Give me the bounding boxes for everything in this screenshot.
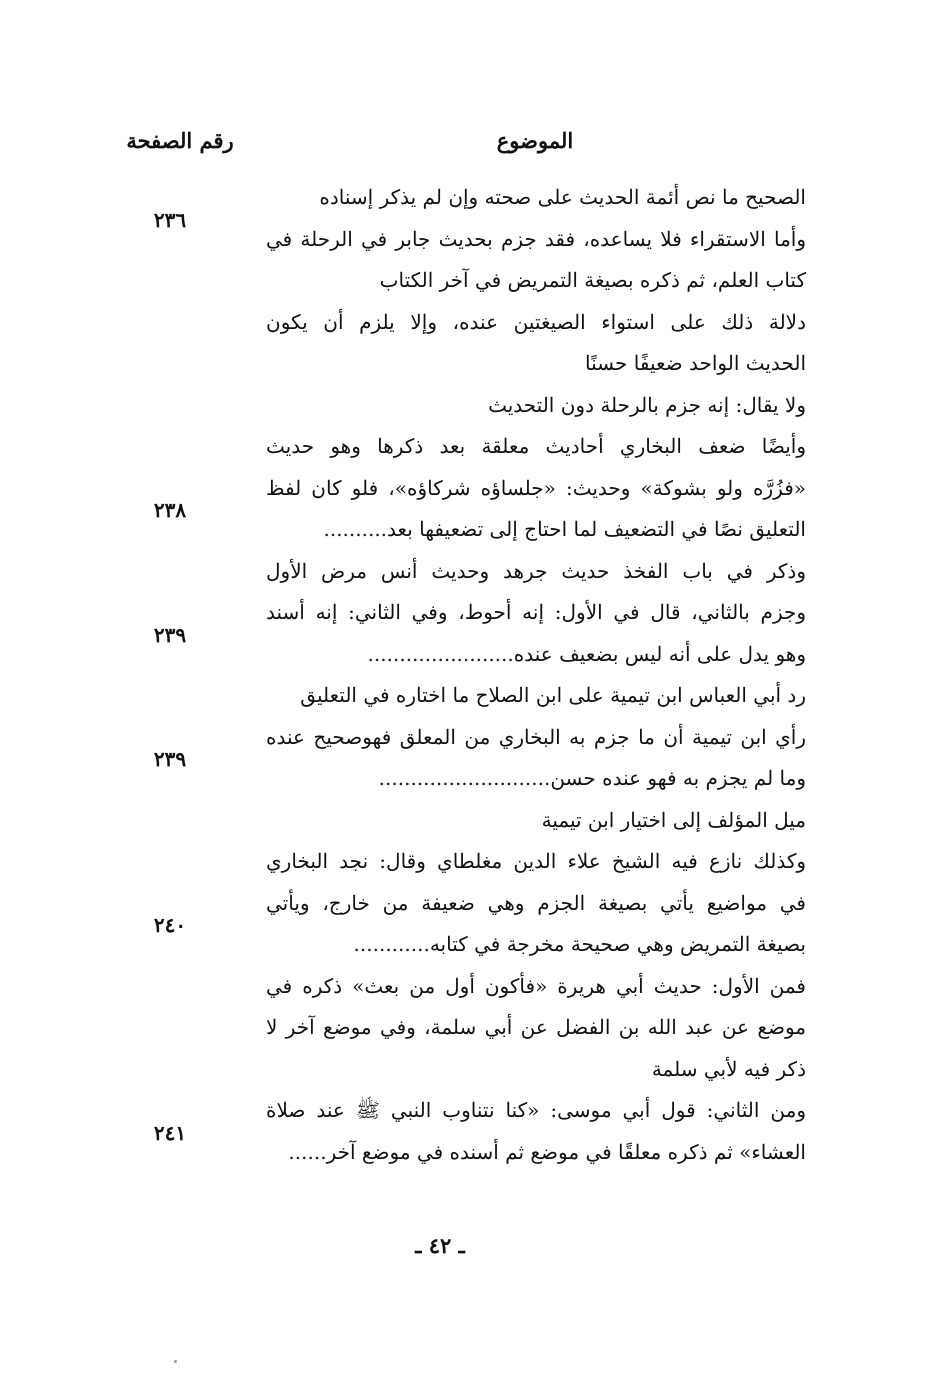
index-line-text bbox=[266, 1012, 806, 1042]
index-line-text bbox=[266, 971, 806, 1001]
entry-text: وأيضًا ضعف البخاري أحاديث معلقة بعد ذكرها وهو حديث bbox=[266, 434, 806, 458]
dot-leader: ........................... bbox=[378, 766, 551, 790]
page-number: ٢٣٨ bbox=[153, 498, 187, 522]
index-line-text bbox=[266, 265, 806, 295]
entry-text: التعليق نصًا في التضعيف لما احتاج إلى تضعيفها بعد bbox=[387, 517, 806, 541]
index-line-text bbox=[266, 390, 806, 420]
index-line-text bbox=[266, 888, 806, 918]
page-number: ٢٣٦ bbox=[153, 207, 187, 232]
index-line bbox=[0, 207, 931, 260]
entry-text: ميل المؤلف إلى اختيار ابن تيمية bbox=[541, 807, 806, 832]
entry-text: رد أبي العباس ابن تيمية على ابن الصلاح ما اختاره في التعليق bbox=[300, 683, 806, 707]
index-line-text bbox=[266, 639, 806, 669]
index-line-text bbox=[266, 182, 806, 212]
index-line bbox=[0, 425, 931, 467]
page-number-column-header: رقم الصفحة bbox=[126, 128, 234, 153]
scan-speck bbox=[174, 1360, 177, 1363]
page-number: ٢٣٩ bbox=[153, 747, 187, 771]
dot-leader: ............ bbox=[353, 932, 430, 956]
index-line-text bbox=[266, 1137, 806, 1167]
index-line bbox=[0, 799, 931, 841]
index-line bbox=[0, 550, 931, 592]
index-line bbox=[0, 1048, 931, 1090]
index-line bbox=[0, 840, 931, 882]
index-line-text bbox=[266, 224, 806, 254]
entry-text: دلالة ذلك على استواء الصيغتين عنده، وإلا يلزم أن يكون bbox=[266, 309, 806, 334]
entry-text: بصيغة التمريض وهي صحيحة مخرجة في كتابه bbox=[429, 932, 806, 956]
topic-column-header: الموضوع bbox=[496, 128, 574, 153]
entry-text: ذكر فيه لأبي سلمة bbox=[651, 1056, 806, 1081]
page-footer-number: ـ ٤٢ ـ bbox=[415, 1233, 465, 1258]
index-line-text bbox=[266, 805, 806, 835]
index-line bbox=[0, 498, 931, 550]
entry-text: وجزم بالثاني، قال في الأول: إنه أحوط، وفي الثاني: إنه أسند bbox=[266, 600, 806, 624]
entry-text: وأما الاستقراء فلا يساعده، فقد جزم بحديث جابر في الرحلة في bbox=[266, 226, 806, 251]
index-line-text bbox=[266, 763, 806, 793]
index-line-text bbox=[266, 1054, 806, 1084]
index-line-text bbox=[266, 722, 806, 752]
dot-leader: ....................... bbox=[367, 641, 514, 666]
index-line bbox=[0, 622, 931, 675]
entry-text: العشاء» ثم ذكره معلقًا في موضع ثم أسنده في موضع آخر bbox=[326, 1139, 806, 1164]
index-line-text bbox=[266, 929, 806, 959]
entry-text: الصحيح ما نص أئمة الحديث على صحته وإن لم يذكر إسناده bbox=[319, 185, 806, 209]
index-line-text bbox=[266, 514, 806, 544]
index-line-text bbox=[266, 680, 806, 710]
entry-text: الحديث الواحد ضعيفًا حسنًا bbox=[585, 351, 806, 375]
entry-text: وما لم يجزم به فهو عنده حسن bbox=[550, 766, 806, 790]
index-line bbox=[0, 384, 931, 426]
index-line-text bbox=[266, 431, 806, 461]
entry-text: رأي ابن تيمية أن ما جزم به البخاري من المعلق فهوصحيح عنده bbox=[266, 724, 806, 749]
index-line-text bbox=[266, 348, 806, 378]
entry-text: فمن الأول: حديث أبي هريرة «فأكون أول من بعث» ذكره في bbox=[266, 973, 806, 998]
index-line bbox=[0, 259, 931, 301]
index-line bbox=[0, 1006, 931, 1048]
index-entries bbox=[0, 176, 931, 1172]
page-number: ٢٤١ bbox=[153, 1120, 187, 1145]
index-line bbox=[0, 965, 931, 1007]
entry-text: وهو يدل على أنه ليس بضعيف عنده bbox=[513, 641, 806, 666]
page-number: ٢٤٠ bbox=[153, 913, 187, 937]
index-line bbox=[0, 301, 931, 343]
entry-text: كتاب العلم، ثم ذكره بصيغة التمريض في آخر الكتاب bbox=[379, 268, 806, 292]
entry-text: في مواضيع يأتي بصيغة الجزم وهي ضعيفة من خارج، ويأتي bbox=[266, 890, 806, 915]
index-line bbox=[0, 342, 931, 384]
index-line bbox=[0, 1120, 931, 1173]
index-line-text bbox=[266, 1095, 806, 1125]
entry-text: وكذلك نازع فيه الشيخ علاء الدين مغلطاي وقال: نجد البخاري bbox=[266, 849, 806, 873]
entry-text: موضع عن عبد الله بن الفضل عن أبي سلمة، وفي موضع آخر لا bbox=[266, 1015, 806, 1039]
index-line bbox=[0, 913, 931, 965]
index-line bbox=[0, 747, 931, 799]
index-line-text bbox=[266, 473, 806, 503]
index-line-text bbox=[266, 556, 806, 586]
index-line bbox=[0, 674, 931, 716]
dot-leader: .......... bbox=[323, 517, 388, 541]
page-number: ٢٣٩ bbox=[153, 622, 187, 647]
entry-text: وذكر في باب الفخذ حديث جرهد وحديث أنس مرض الأول bbox=[266, 558, 806, 583]
entry-text: ومن الثاني: قول أبي موسى: «كنا نتناوب النبي ﷺ عند صلاة bbox=[266, 1098, 806, 1122]
index-line-text bbox=[266, 597, 806, 627]
index-line-text bbox=[266, 846, 806, 876]
entry-text: «فزُرَّه ولو بشوكة» وحديث: «جلساؤه شركاؤه»، فلو كان لفظ bbox=[266, 475, 806, 500]
index-line-text bbox=[266, 307, 806, 337]
entry-text: ولا يقال: إنه جزم بالرحلة دون التحديث bbox=[488, 392, 806, 417]
dot-leader: ...... bbox=[288, 1139, 327, 1164]
